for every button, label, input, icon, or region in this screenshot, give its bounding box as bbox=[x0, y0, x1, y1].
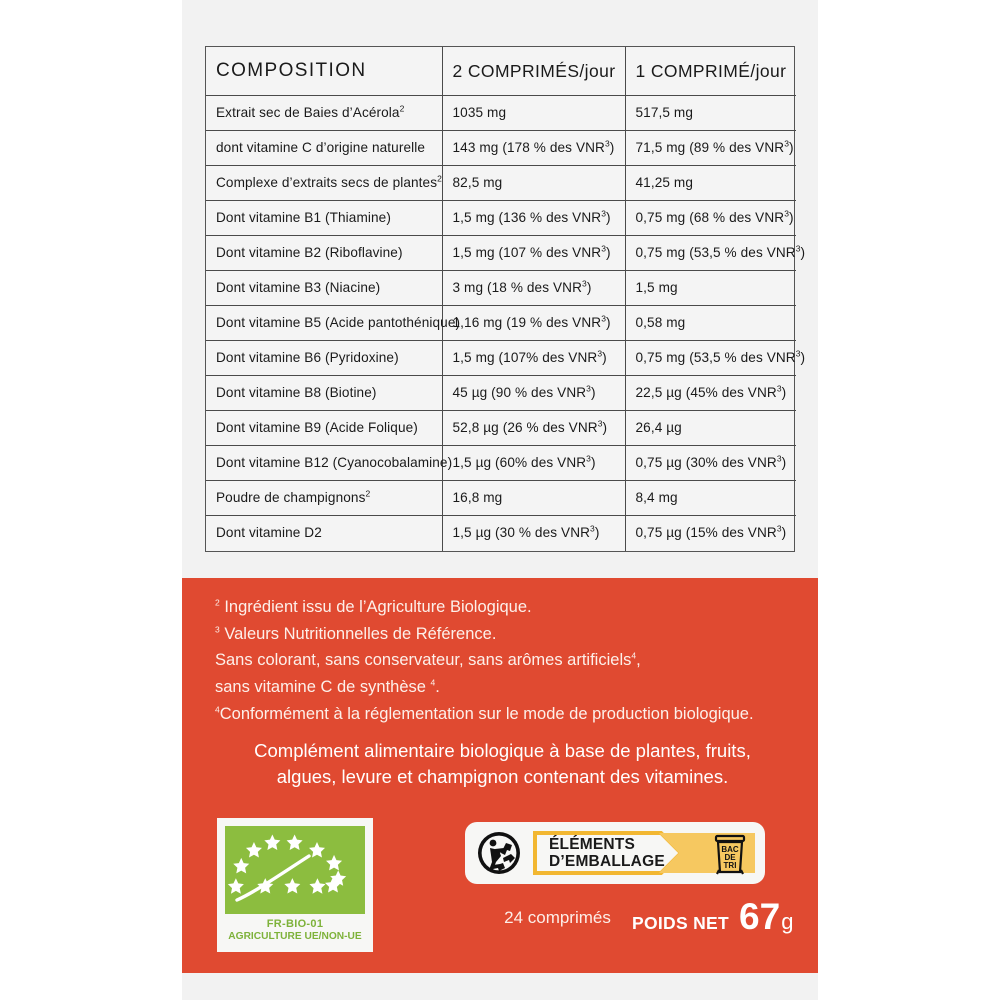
table-row bbox=[206, 481, 796, 516]
ingredient-name: Dont vitamine B1 (Thiamine) bbox=[206, 201, 442, 236]
ingredient-name: Dont vitamine B2 (Riboflavine) bbox=[206, 236, 442, 271]
value-one-tablet: 22,5 µg (45% des VNR$^3$) bbox=[625, 376, 796, 411]
value-two-tablets: 1,5 mg (107% des VNR$^3$) bbox=[442, 341, 625, 376]
composition-table-body bbox=[206, 96, 806, 551]
value-two-tablets: 82,5 mg bbox=[442, 166, 625, 201]
ingredient-name: Dont vitamine D2 bbox=[206, 516, 442, 551]
ingredient-name: Dont vitamine B12 (Cyanocobalamine) bbox=[206, 446, 442, 481]
ingredient-name: Dont vitamine B8 (Biotine) bbox=[206, 376, 442, 411]
bio-origin: AGRICULTURE UE/NON-UE bbox=[228, 930, 362, 942]
value-two-tablets: 1,5 mg (136 % des VNR$^3$) bbox=[442, 201, 625, 236]
table-row bbox=[206, 131, 796, 166]
footnote-marker-4b: 4 bbox=[430, 677, 436, 688]
value-one-tablet: 0,75 mg (53,5 % des VNR$^3$) bbox=[625, 341, 796, 376]
red-info-panel bbox=[182, 578, 818, 973]
value-one-tablet: 41,25 mg bbox=[625, 166, 796, 201]
value-two-tablets: 16,8 mg bbox=[442, 481, 625, 516]
composition-table-container bbox=[205, 46, 806, 552]
product-claim-line-2: algues, levure et champignon contenant des vitamines. bbox=[276, 765, 729, 787]
net-weight-value: 67 bbox=[739, 896, 781, 937]
value-one-tablet: 0,75 µg (30% des VNR$^3$) bbox=[625, 446, 796, 481]
net-weight-unit: g bbox=[781, 909, 794, 934]
value-one-tablet: 0,75 µg (15% des VNR$^3$) bbox=[635, 523, 787, 541]
euro-leaf-icon bbox=[225, 826, 365, 914]
table-row bbox=[206, 236, 796, 271]
table-row bbox=[206, 271, 796, 306]
net-weight bbox=[632, 898, 793, 935]
value-two-tablets: 1,5 mg (107 % des VNR$^3$) bbox=[442, 236, 625, 271]
footnote-3 bbox=[215, 621, 790, 648]
table-header-one-tablet: 1 COMPRIMÉ/jour bbox=[625, 47, 796, 96]
value-two-tablets: 3 mg (18 % des VNR$^3$) bbox=[442, 271, 625, 306]
table-row bbox=[206, 446, 796, 481]
table-row bbox=[206, 516, 796, 551]
no-additives-line-1: Sans colorant, sans conservateur, sans arômes artificiels$^4$, bbox=[215, 650, 641, 670]
recycling-bin-icon bbox=[709, 832, 751, 876]
footnotes-block bbox=[215, 594, 790, 728]
footnote-3-text: Valeurs Nutritionnelles de Référence. bbox=[224, 624, 497, 643]
value-two-tablets: 1,5 µg (60% des VNR$^3$) bbox=[442, 446, 625, 481]
triman-icon bbox=[473, 829, 525, 877]
footnote-4-text: Conformément à la réglementation sur le mode de production biologique. bbox=[219, 704, 754, 723]
ingredient-name: Dont vitamine B5 (Acide pantothénique) bbox=[206, 306, 442, 341]
value-two-tablets: 52,8 µg (26 % des VNR$^3$) bbox=[442, 411, 625, 446]
value-two-tablets: 1,5 µg (30 % des VNR$^3$) bbox=[442, 516, 625, 551]
ingredient-name: Dont vitamine B9 (Acide Folique) bbox=[206, 411, 442, 446]
value-one-tablet: 71,5 mg (89 % des VNR$^3$) bbox=[625, 131, 796, 166]
net-weight-label: POIDS NET bbox=[632, 913, 730, 933]
value-two-tablets: 143 mg (178 % des VNR$^3$) bbox=[442, 131, 625, 166]
no-additives-line-2: sans vitamine C de synthèse $^4$. bbox=[215, 677, 440, 697]
composition-table bbox=[206, 47, 806, 551]
bin-text-tri: TRI bbox=[723, 861, 737, 870]
ingredient-name: Dont vitamine B6 (Pyridoxine) bbox=[206, 341, 442, 376]
footnote-marker-2: 2 bbox=[215, 597, 220, 608]
value-one-tablet: 26,4 µg bbox=[625, 411, 796, 446]
value-two-tablets: 1035 mg bbox=[442, 96, 625, 131]
footnote-4 bbox=[215, 701, 790, 728]
tablet-count: 24 comprimés bbox=[504, 908, 611, 927]
value-two-tablets: 1,16 mg (19 % des VNR$^3$) bbox=[442, 306, 625, 341]
value-one-tablet: 8,4 mg bbox=[625, 481, 796, 516]
eu-organic-logo bbox=[217, 818, 373, 952]
ingredient-name: Dont vitamine B3 (Niacine) bbox=[206, 271, 442, 306]
triman-label-line-1: ÉLÉMENTS bbox=[549, 835, 635, 853]
triman-label bbox=[549, 836, 665, 871]
footnote-marker-3: 3 bbox=[215, 624, 220, 635]
table-row bbox=[206, 96, 796, 131]
value-one-tablet: 517,5 mg bbox=[625, 96, 796, 131]
ingredient-name: Complexe d’extraits secs de plantes$^2$ bbox=[206, 166, 442, 201]
table-row bbox=[206, 201, 796, 236]
triman-label-line-2: D’EMBALLAGE bbox=[549, 853, 665, 870]
euro-leaf-stars-svg bbox=[225, 826, 365, 914]
table-row bbox=[206, 306, 796, 341]
table-row bbox=[206, 166, 796, 201]
ingredient-name: Poudre de champignons$^2$ bbox=[206, 481, 442, 516]
ingredient-name: Extrait sec de Baies d’Acérola$^2$ bbox=[206, 96, 442, 131]
bin-text-de: DE bbox=[724, 853, 736, 862]
table-row bbox=[206, 341, 796, 376]
footnote-marker-4a: 4 bbox=[631, 650, 637, 661]
bio-code: FR-BIO-01 bbox=[266, 918, 324, 930]
value-one-tablet: 1,5 mg bbox=[625, 271, 796, 306]
table-header-composition: COMPOSITION bbox=[206, 47, 442, 96]
value-two-tablets: 45 µg (90 % des VNR$^3$) bbox=[442, 376, 625, 411]
triman-band bbox=[531, 829, 759, 877]
table-header-two-tablets: 2 COMPRIMÉS/jour bbox=[442, 47, 625, 96]
value-one-tablet: 0,75 mg (53,5 % des VNR$^3$) bbox=[625, 236, 796, 271]
ingredient-name: dont vitamine C d’origine naturelle bbox=[206, 131, 442, 166]
value-one-tablet: 0,75 mg (68 % des VNR$^3$) bbox=[625, 201, 796, 236]
table-header-row bbox=[206, 47, 796, 96]
eu-organic-logo-text bbox=[225, 918, 365, 943]
value-one-tablet: 0,58 mg bbox=[625, 306, 796, 341]
product-claim bbox=[215, 738, 790, 789]
footnote-marker-4: 4 bbox=[215, 704, 220, 715]
table-row bbox=[206, 411, 796, 446]
bin-text-bac: BAC bbox=[721, 845, 739, 854]
product-claim-line-1: Complément alimentaire biologique à base de plantes, fruits, bbox=[254, 740, 751, 761]
footnote-2 bbox=[215, 594, 790, 621]
table-row bbox=[206, 376, 796, 411]
triman-packaging-logo bbox=[465, 822, 765, 884]
footnote-2-text: Ingrédient issu de l’Agriculture Biologique. bbox=[224, 598, 532, 616]
